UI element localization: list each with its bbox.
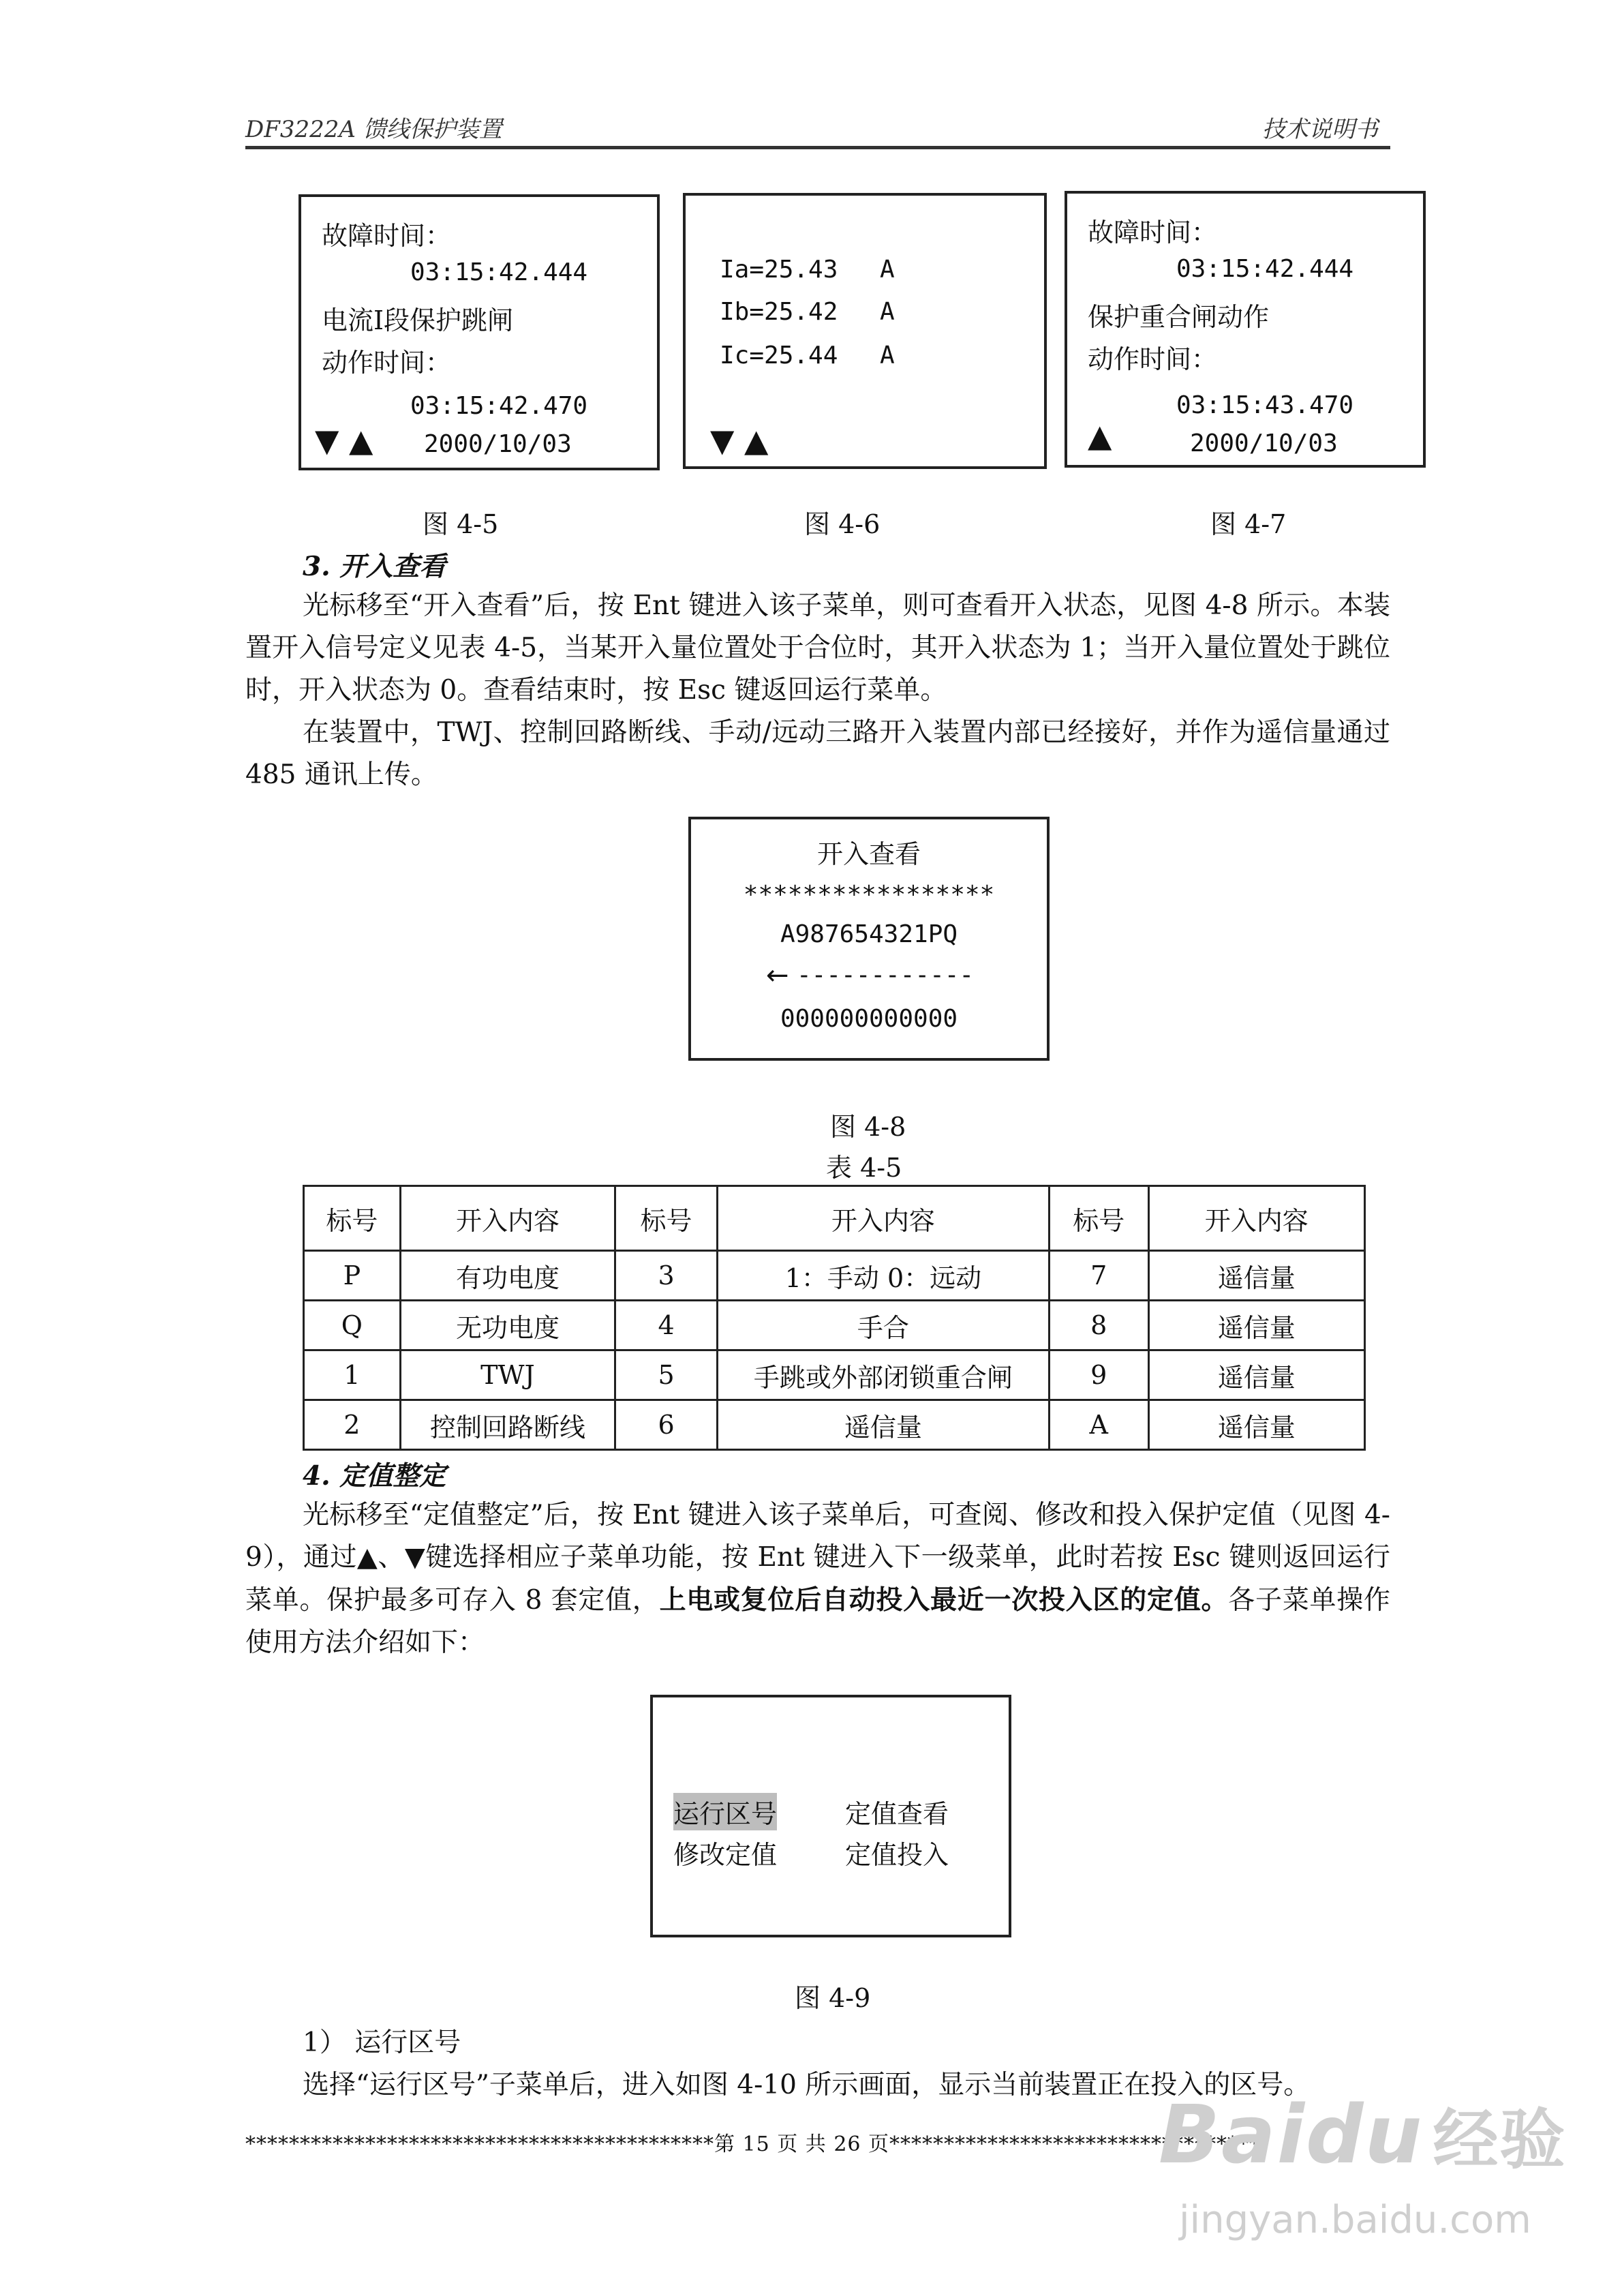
- page-number: 第 15 页 共 26 页: [714, 2132, 890, 2156]
- screen-fig-4-6: [683, 193, 1047, 469]
- table-cell: 遥信量: [1148, 1350, 1364, 1400]
- menu-item-modify-settings[interactable]: 修改定值: [673, 1840, 778, 1870]
- table-cell: 无功电度: [400, 1301, 615, 1350]
- table-cell: 7: [1049, 1251, 1148, 1301]
- header-cell: 标号: [304, 1186, 401, 1251]
- table-cell: 5: [615, 1350, 718, 1400]
- action-time-value: 03:15:42.470: [410, 392, 588, 420]
- footer-stars-left: *******************************************: [245, 2132, 714, 2156]
- section-4-text-c: 各子菜单操作使用方法介绍如下：: [245, 1585, 1390, 1658]
- action-time-label: 动作时间：: [322, 348, 452, 378]
- caption-fig-4-8: 图 4-8: [830, 1112, 906, 1142]
- table-cell: TWJ: [400, 1350, 615, 1400]
- table-cell: 控制回路断线: [400, 1400, 615, 1450]
- table-4-5: [303, 1185, 1366, 1451]
- table-row: [304, 1350, 1365, 1400]
- screen-fig-4-7: [1065, 191, 1426, 468]
- table-cell: P: [304, 1251, 401, 1301]
- watermark-brand-cn: 经验: [1433, 2102, 1567, 2178]
- section-3-title: 3. 开入查看: [303, 551, 446, 582]
- watermark-logo: [1159, 2087, 1567, 2181]
- table-cell: 遥信量: [1148, 1251, 1364, 1301]
- screen-title: 开入查看: [816, 839, 921, 869]
- fault-time-value: 03:15:42.444: [410, 258, 588, 286]
- watermark-brand: Baidu: [1159, 2087, 1424, 2181]
- caption-fig-4-6: 图 4-6: [804, 509, 881, 539]
- screen-fig-4-9: [650, 1695, 1011, 1937]
- section-4-paragraph: [245, 1494, 1390, 1664]
- table-cell: 1: [304, 1350, 401, 1400]
- caption-fig-4-7: 图 4-7: [1210, 509, 1287, 539]
- stars-row: *****************: [743, 881, 995, 909]
- section-3-paragraph-2: 在装置中，TWJ、控制回路断线、手动/远动三路开入装置内部已经接好，并作为遥信量通过 485 通讯上传。: [245, 717, 1390, 790]
- action-time-label: 动作时间：: [1088, 344, 1218, 374]
- input-status-row: 000000000000: [780, 1005, 958, 1033]
- menu-item-run-zone[interactable]: 运行区号: [673, 1793, 777, 1830]
- event-text: 保护重合闸动作: [1088, 302, 1270, 332]
- header-cell: 标号: [1049, 1186, 1148, 1251]
- table-cell: A: [1049, 1400, 1148, 1450]
- section-3-paragraph-1: 光标移至“开入查看”后，按 Ent 键进入该子菜单，则可查看开入状态，见图 4-8 所示。本装置开入信号定义见表 4-5，当某开入量位置处于合位时，其开入状态为 1；当开入量位置处于跳位时，开入状态为 0。查看结束时，按 Esc 键返回运行菜单。: [245, 590, 1390, 706]
- down-up-arrows-icon: ▼ ▲: [315, 422, 373, 459]
- page-footer: [245, 2127, 1260, 2157]
- ia-value: Ia=25.43: [720, 256, 838, 284]
- fault-time-label: 故障时间：: [322, 221, 452, 251]
- header-right: 技术说明书: [1262, 116, 1378, 143]
- menu-item-view-settings[interactable]: 定值查看: [845, 1799, 949, 1829]
- ib-value: Ib=25.42: [720, 298, 838, 326]
- cursor-dashes-row: ------------: [797, 961, 975, 989]
- table-row: [304, 1301, 1365, 1350]
- fault-time-label: 故障时间：: [1088, 217, 1218, 247]
- menu-item-apply-settings[interactable]: 定值投入: [845, 1840, 949, 1870]
- ic-value: Ic=25.44: [720, 342, 838, 369]
- left-arrow-icon: ←: [766, 960, 789, 991]
- table-cell: 遥信量: [1148, 1400, 1364, 1450]
- table-cell: 8: [1049, 1301, 1148, 1350]
- table-4-5-caption: 表 4-5: [826, 1153, 902, 1183]
- table-cell: 6: [615, 1400, 718, 1450]
- header-rule: [245, 146, 1390, 149]
- fault-time-value: 03:15:42.444: [1176, 255, 1354, 283]
- section-4-body: [245, 1494, 1390, 1664]
- table-cell: 遥信量: [1148, 1301, 1364, 1350]
- ic-unit: A: [880, 342, 895, 369]
- action-time-value: 03:15:43.470: [1176, 391, 1354, 419]
- section-4-title: 4. 定值整定: [303, 1460, 446, 1492]
- section-4-text-a: 光标移至“定值整定”后，按 Ent 键进入该子菜单后，可查阅、修改和投入保护定值（见图 4-9），通过▲、▼键选择相应子菜单功能，按 Ent 键进入下一级菜单，此时若按 Esc 键则返回运行菜单。保护最多可存入 8 套定值，: [245, 1500, 1390, 1616]
- date-value: 2000/10/03: [1190, 429, 1338, 457]
- caption-fig-4-5: 图 4-5: [423, 509, 499, 539]
- table-cell: 手合: [717, 1301, 1049, 1350]
- screen-fig-4-8: [688, 817, 1050, 1061]
- table-cell: 4: [615, 1301, 718, 1350]
- table-cell: 2: [304, 1400, 401, 1450]
- section-4-text-bold: 上电或复位后自动投入最近一次投入区的定值。: [659, 1584, 1229, 1616]
- subsection-1-text: 选择“运行区号”子菜单后，进入如图 4-10 所示画面，显示当前装置正在投入的区号。: [303, 2070, 1311, 2100]
- table-cell: 1：手动 0：远动: [717, 1251, 1049, 1301]
- date-value: 2000/10/03: [424, 430, 572, 458]
- header-left: DF3222A 馈线保护装置: [245, 116, 502, 143]
- table-cell: 遥信量: [717, 1400, 1049, 1450]
- header-cell: 开入内容: [1148, 1186, 1364, 1251]
- header-cell: 开入内容: [717, 1186, 1049, 1251]
- table-cell: 手跳或外部闭锁重合闸: [717, 1350, 1049, 1400]
- caption-fig-4-9: 图 4-9: [795, 1983, 871, 2013]
- header-cell: 标号: [615, 1186, 718, 1251]
- header-cell: 开入内容: [400, 1186, 615, 1251]
- input-labels-row: A987654321PQ: [780, 920, 958, 948]
- screen-fig-4-5: [299, 194, 660, 470]
- table-row: [304, 1251, 1365, 1301]
- subsection-1-title: 1） 运行区号: [303, 2027, 461, 2058]
- table-cell: Q: [304, 1301, 401, 1350]
- up-arrow-icon: ▲: [1088, 417, 1112, 454]
- down-up-arrows-icon: ▼ ▲: [710, 422, 769, 459]
- table-header-row: [304, 1186, 1365, 1251]
- event-text: 电流Ⅰ段保护跳闸: [322, 305, 514, 335]
- ib-unit: A: [880, 298, 895, 326]
- table-row: [304, 1400, 1365, 1450]
- footer-stars-right: **********************************: [889, 2132, 1261, 2156]
- ia-unit: A: [880, 256, 895, 284]
- section-3-body: [245, 585, 1390, 796]
- table-cell: 有功电度: [400, 1251, 615, 1301]
- table-cell: 3: [615, 1251, 718, 1301]
- watermark-url: jingyan.baidu.com: [1179, 2198, 1531, 2242]
- table-cell: 9: [1049, 1350, 1148, 1400]
